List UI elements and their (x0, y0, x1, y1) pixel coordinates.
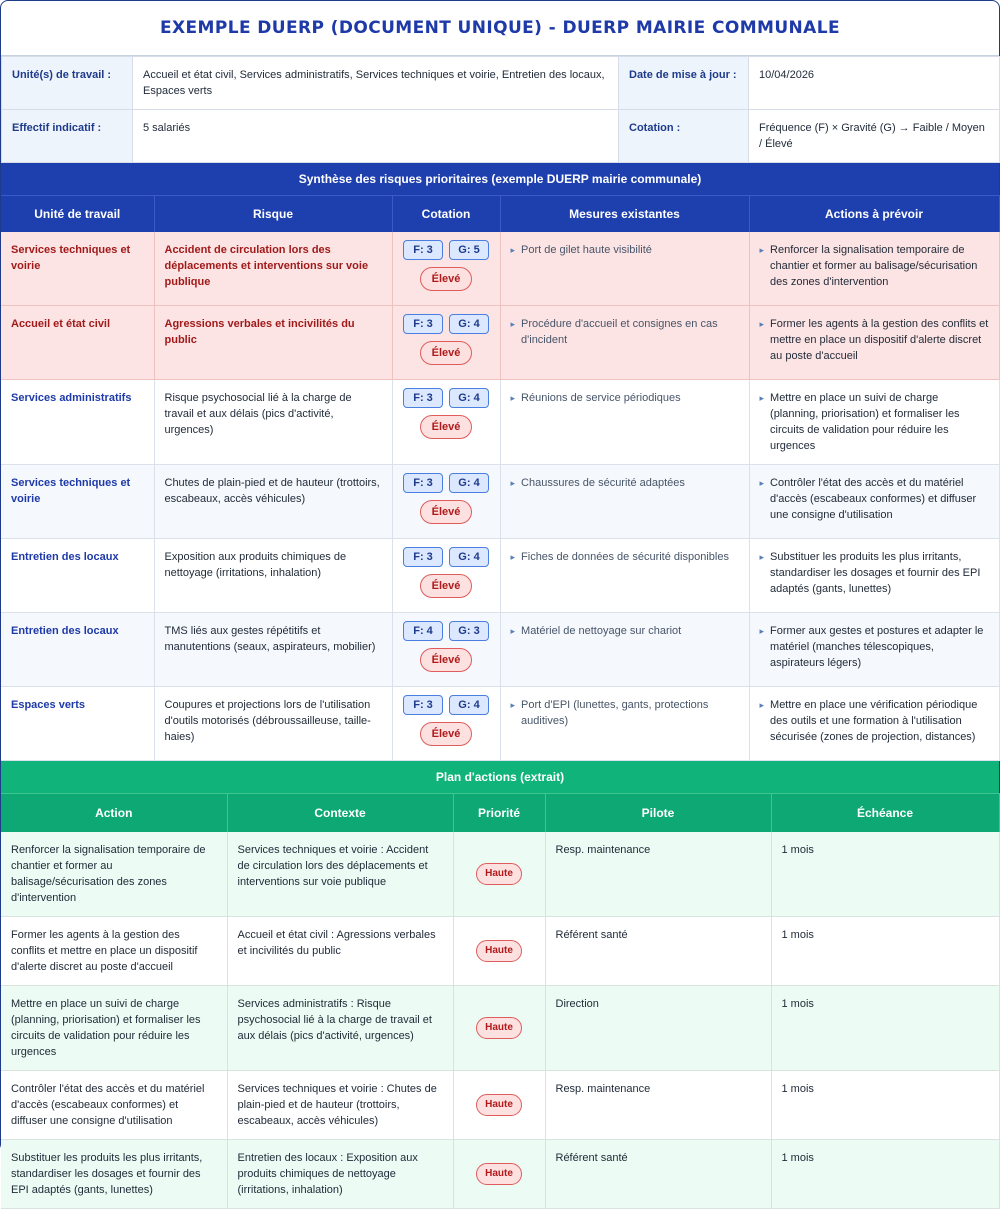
existing-measures (500, 306, 749, 380)
action-text: Former aux gestes et postures et adapter le matériel (manches télescopiques, aspirateurs légers) (770, 625, 984, 669)
plan-table (1, 793, 1000, 1209)
plan-due: 1 mois (771, 917, 999, 986)
plan-row (1, 986, 999, 1071)
plan-action: Contrôler l'état des accès et du matériel d'accès (escabeaux conformes) et diffuser une consigne d'utilisation (1, 1071, 227, 1140)
risk-unit: Espaces verts (1, 687, 154, 761)
risk-level-badge: Élevé (420, 341, 473, 365)
plan-due: 1 mois (771, 986, 999, 1071)
existing-measures (500, 687, 749, 761)
risk-rating (392, 232, 500, 306)
planned-actions (749, 539, 999, 613)
risk-level-badge: Élevé (420, 722, 473, 746)
bullet-icon: ▸ (510, 245, 516, 255)
measure-text: Fiches de données de sécurité disponibles (521, 551, 729, 563)
risk-row (1, 539, 999, 613)
existing-measures (500, 465, 749, 539)
plan-priority (453, 917, 545, 986)
risk-unit: Accueil et état civil (1, 306, 154, 380)
risk-description: Chutes de plain-pied et de hauteur (trottoirs, escabeaux, accès véhicules) (154, 465, 392, 539)
frequency-chip: F: 3 (403, 388, 443, 408)
priority-badge: Haute (476, 1163, 522, 1185)
existing-measures (500, 380, 749, 465)
risk-rating (392, 465, 500, 539)
risk-unit: Services administratifs (1, 380, 154, 465)
plan-context: Accueil et état civil : Agressions verbales et incivilités du public (227, 917, 453, 986)
risk-description: Exposition aux produits chimiques de nettoyage (irritations, inhalation) (154, 539, 392, 613)
plan-row (1, 917, 999, 986)
plan-action: Former les agents à la gestion des conflits et mettre en place un dispositif d'alerte discret au poste d'accueil (1, 917, 227, 986)
risk-unit: Entretien des locaux (1, 613, 154, 687)
planned-actions (749, 232, 999, 306)
measure-text: Réunions de service périodiques (521, 392, 681, 404)
plan-action: Substituer les produits les plus irritants, standardiser les dosages et fournir des EPI adaptés (gants, lunettes) (1, 1140, 227, 1209)
frequency-chip: F: 3 (403, 240, 443, 260)
plan-row (1, 1071, 999, 1140)
risk-rating (392, 380, 500, 465)
plan-due: 1 mois (771, 1140, 999, 1209)
bullet-icon: ▸ (510, 319, 516, 329)
bullet-icon: ▸ (759, 700, 765, 710)
risk-description: Risque psychosocial lié à la charge de travail et aux délais (pics d'activité, urgences) (154, 380, 392, 465)
action-text: Former les agents à la gestion des conflits et mettre en place un dispositif d'alerte discret au poste d'accueil (770, 318, 989, 362)
units-value: Accueil et état civil, Services administratifs, Services techniques et voirie, Entretien des locaux, Espaces verts (133, 57, 619, 110)
plan-row (1, 832, 999, 917)
risk-row (1, 687, 999, 761)
priority-badge: Haute (476, 1094, 522, 1116)
frequency-chip: F: 3 (403, 695, 443, 715)
measure-text: Port de gilet haute visibilité (521, 244, 652, 256)
bullet-icon: ▸ (510, 478, 516, 488)
bullet-icon: ▸ (759, 393, 765, 403)
existing-measures (500, 613, 749, 687)
plan-due: 1 mois (771, 1071, 999, 1140)
planned-actions (749, 380, 999, 465)
plan-header-pilot: Pilote (545, 794, 771, 833)
plan-section-title: Plan d'actions (extrait) (1, 761, 999, 793)
staff-value: 5 salariés (133, 110, 619, 163)
bullet-icon: ▸ (510, 626, 516, 636)
frequency-chip: F: 4 (403, 621, 443, 641)
plan-action: Renforcer la signalisation temporaire de chantier et former au balisage/sécurisation des zones d'intervention (1, 832, 227, 917)
risk-level-badge: Élevé (420, 267, 473, 291)
risk-row (1, 232, 999, 306)
action-text: Mettre en place un suivi de charge (planning, priorisation) et formaliser les circuits de validation pour réduire les urgences (770, 392, 960, 452)
risk-section-title: Synthèse des risques prioritaires (exemple DUERP mairie communale) (1, 163, 999, 195)
existing-measures (500, 232, 749, 306)
gravity-chip: G: 4 (449, 547, 489, 567)
risk-level-badge: Élevé (420, 574, 473, 598)
risk-description: TMS liés aux gestes répétitifs et manutentions (seaux, aspirateurs, mobilier) (154, 613, 392, 687)
gravity-chip: G: 4 (449, 388, 489, 408)
risk-rating (392, 539, 500, 613)
priority-badge: Haute (476, 1017, 522, 1039)
plan-context: Services techniques et voirie : Chutes de plain-pied et de hauteur (trottoirs, escabeaux, accès véhicules) (227, 1071, 453, 1140)
date-label: Date de mise à jour : (619, 57, 749, 110)
frequency-chip: F: 3 (403, 473, 443, 493)
plan-header-due: Échéance (771, 794, 999, 833)
risk-header-unit: Unité de travail (1, 196, 154, 233)
plan-header-action: Action (1, 794, 227, 833)
frequency-chip: F: 3 (403, 547, 443, 567)
risk-level-badge: Élevé (420, 415, 473, 439)
action-text: Substituer les produits les plus irritants, standardiser les dosages et fournir des EPI adaptés (gants, lunettes) (770, 551, 981, 595)
risk-level-badge: Élevé (420, 500, 473, 524)
document-title: EXEMPLE DUERP (DOCUMENT UNIQUE) - DUERP MAIRIE COMMUNALE (1, 1, 999, 56)
bullet-icon: ▸ (759, 245, 765, 255)
measure-text: Procédure d'accueil et consignes en cas d'incident (521, 318, 718, 346)
plan-priority (453, 1140, 545, 1209)
risk-row (1, 465, 999, 539)
plan-context: Services administratifs : Risque psychosocial lié à la charge de travail et aux délais (pics d'activité, urgences) (227, 986, 453, 1071)
gravity-chip: G: 4 (449, 695, 489, 715)
bullet-icon: ▸ (759, 478, 765, 488)
plan-action: Mettre en place un suivi de charge (planning, priorisation) et formaliser les circuits de validation pour réduire les urgences (1, 986, 227, 1071)
action-text: Contrôler l'état des accès et du matériel d'accès (escabeaux conformes) et diffuser une consigne d'utilisation (770, 477, 977, 521)
bullet-icon: ▸ (759, 626, 765, 636)
risk-row (1, 306, 999, 380)
plan-pilot: Resp. maintenance (545, 1071, 771, 1140)
rating-value: Fréquence (F) × Gravité (G) → Faible / Moyen / Élevé (749, 110, 1000, 163)
rating-label: Cotation : (619, 110, 749, 163)
risk-row (1, 380, 999, 465)
plan-header-priority: Priorité (453, 794, 545, 833)
plan-pilot: Référent santé (545, 1140, 771, 1209)
measure-text: Port d'EPI (lunettes, gants, protections auditives) (521, 699, 709, 727)
plan-priority (453, 832, 545, 917)
risk-description: Coupures et projections lors de l'utilisation d'outils motorisés (débroussailleuse, taille-haies) (154, 687, 392, 761)
planned-actions (749, 687, 999, 761)
plan-priority (453, 1071, 545, 1140)
plan-priority (453, 986, 545, 1071)
bullet-icon: ▸ (759, 552, 765, 562)
bullet-icon: ▸ (510, 393, 516, 403)
risk-header-rating: Cotation (392, 196, 500, 233)
risk-header-actions: Actions à prévoir (749, 196, 999, 233)
existing-measures (500, 539, 749, 613)
action-text: Mettre en place une vérification périodique des outils et une formation à l'utilisation sécurisée (zones de projection, distances) (770, 699, 978, 743)
gravity-chip: G: 5 (449, 240, 489, 260)
risk-rating (392, 613, 500, 687)
risk-table (1, 195, 1000, 761)
plan-context: Services techniques et voirie : Accident de circulation lors des déplacements et interventions sur voie publique (227, 832, 453, 917)
risk-level-badge: Élevé (420, 648, 473, 672)
planned-actions (749, 306, 999, 380)
units-label: Unité(s) de travail : (2, 57, 133, 110)
gravity-chip: G: 4 (449, 473, 489, 493)
plan-pilot: Direction (545, 986, 771, 1071)
priority-badge: Haute (476, 940, 522, 962)
bullet-icon: ▸ (510, 700, 516, 710)
measure-text: Matériel de nettoyage sur chariot (521, 625, 682, 637)
risk-row (1, 613, 999, 687)
risk-unit: Services techniques et voirie (1, 232, 154, 306)
risk-rating (392, 306, 500, 380)
risk-description: Accident de circulation lors des déplacements et interventions sur voie publique (154, 232, 392, 306)
risk-header-measures: Mesures existantes (500, 196, 749, 233)
planned-actions (749, 613, 999, 687)
risk-unit: Services techniques et voirie (1, 465, 154, 539)
info-table (1, 56, 1000, 163)
measure-text: Chaussures de sécurité adaptées (521, 477, 685, 489)
bullet-icon: ▸ (759, 319, 765, 329)
plan-pilot: Référent santé (545, 917, 771, 986)
plan-context: Entretien des locaux : Exposition aux produits chimiques de nettoyage (irritations, inhalation) (227, 1140, 453, 1209)
plan-row (1, 1140, 999, 1209)
plan-due: 1 mois (771, 832, 999, 917)
plan-header-context: Contexte (227, 794, 453, 833)
frequency-chip: F: 3 (403, 314, 443, 334)
risk-rating (392, 687, 500, 761)
staff-label: Effectif indicatif : (2, 110, 133, 163)
risk-header-risk: Risque (154, 196, 392, 233)
priority-badge: Haute (476, 863, 522, 885)
bullet-icon: ▸ (510, 552, 516, 562)
gravity-chip: G: 4 (449, 314, 489, 334)
planned-actions (749, 465, 999, 539)
risk-unit: Entretien des locaux (1, 539, 154, 613)
risk-description: Agressions verbales et incivilités du public (154, 306, 392, 380)
action-text: Renforcer la signalisation temporaire de chantier et former au balisage/sécurisation des zones d'intervention (770, 244, 978, 288)
plan-pilot: Resp. maintenance (545, 832, 771, 917)
date-value: 10/04/2026 (749, 57, 1000, 110)
gravity-chip: G: 3 (449, 621, 489, 641)
